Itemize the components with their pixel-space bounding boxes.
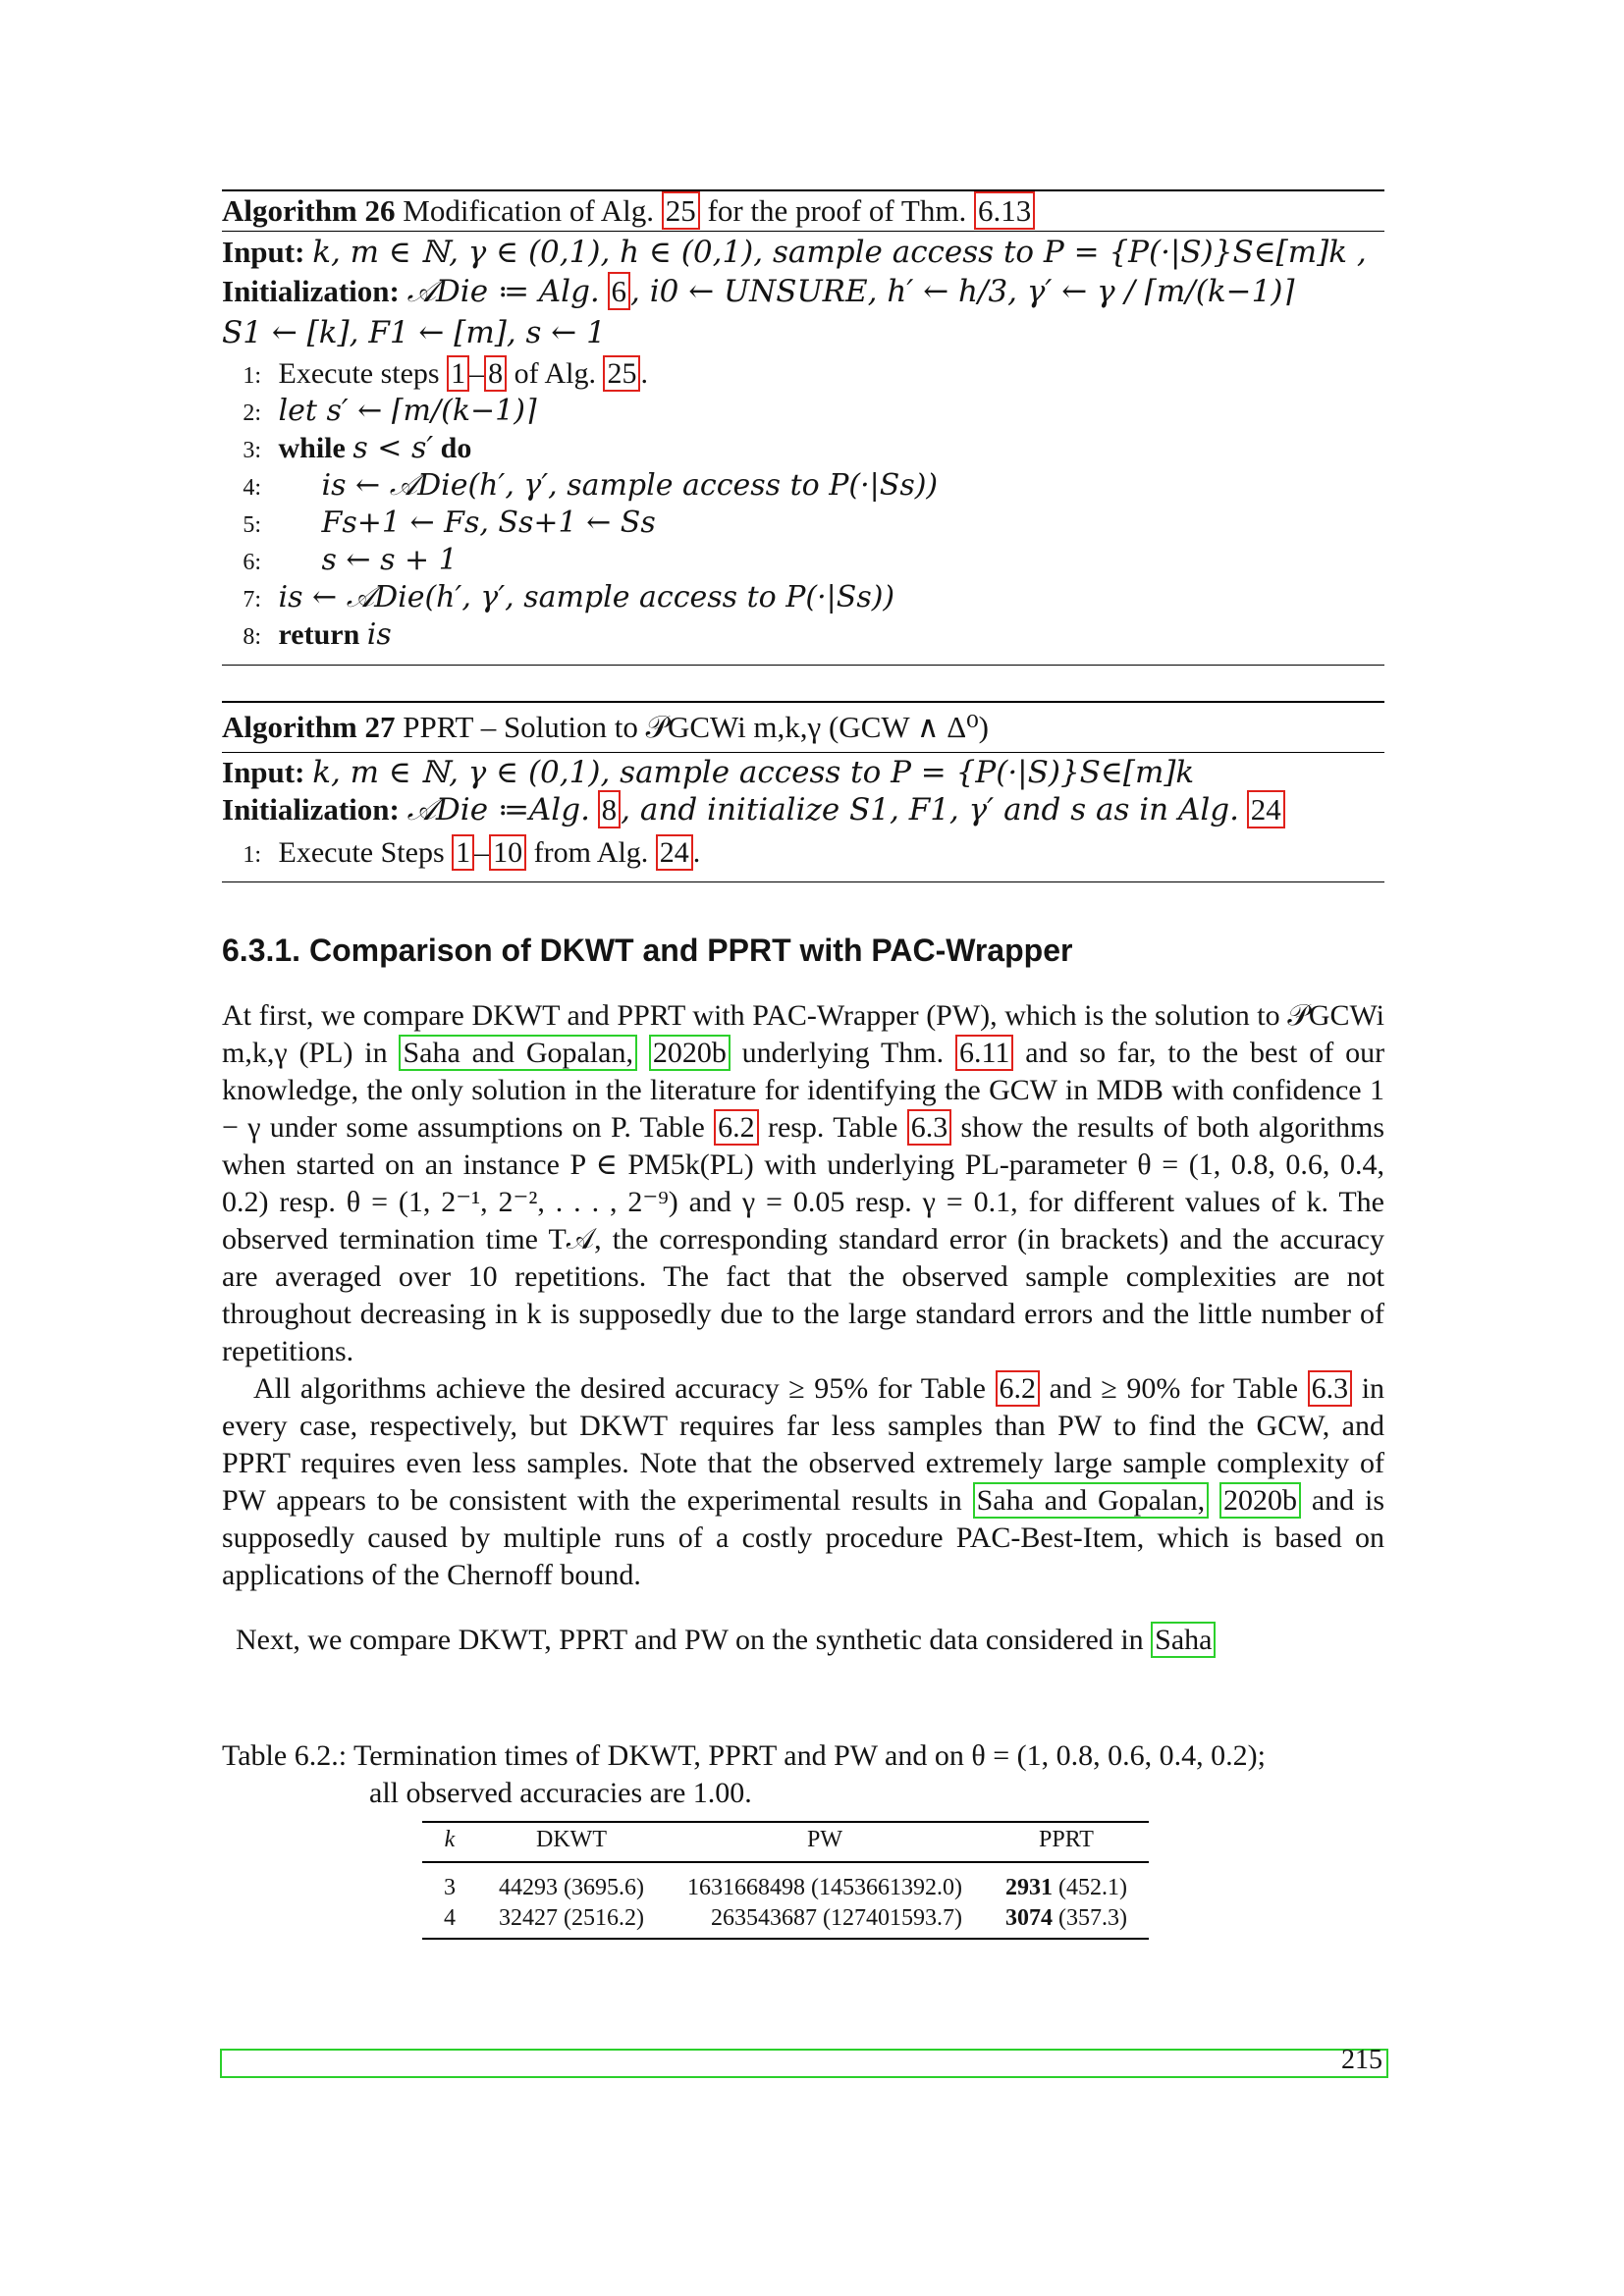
- citation-saha-gopalan[interactable]: Saha and Gopalan,: [973, 1482, 1210, 1519]
- col-header-pprt: PPRT: [984, 1822, 1149, 1862]
- step-number: 7:: [243, 587, 261, 613]
- algo27-init-a: 𝒜Die ≔Alg.: [406, 792, 590, 828]
- algo27-step-1: 1: Execute Steps 1 – 10 from Alg. 24 .: [226, 834, 700, 874]
- cell-pw: 1631668498 (1453661392.0): [686, 1875, 962, 1900]
- step-number: 1:: [243, 842, 261, 868]
- algo26-init-text-b: , i0 ← UNSURE, h′ ← h/3, γ′ ← γ / ⌈m/(k−1)⌉: [630, 274, 1295, 309]
- step-number: 3:: [243, 438, 261, 463]
- step-text: is: [366, 617, 392, 652]
- step-text: Fs+1 ← Fs, Ss+1 ← Ss: [321, 506, 656, 540]
- step-number: 5:: [243, 512, 261, 538]
- results-table: [422, 1821, 1149, 1940]
- algo26-step-7: [226, 579, 894, 618]
- algo27-bottom-rule: [222, 881, 1384, 882]
- paragraph-1: [222, 997, 1384, 1370]
- para1-text-5: show the results of both algorithms when started on an instance P ∈ PM5k(PL) with underlying PL-parameter θ = (1, 0.8, 0.6, 0.4, 0.2) resp. θ = (1, 2⁻¹, 2⁻², . . . , 2⁻⁹) and γ = 0.05 resp. γ = 0.1, for different values of k. The observed termination time T𝒜, the corresponding standard error (in brackets) and the accuracy are averaged over 10 repetitions. The fact that the observed sample complexities are not throughout decreasing in k is supposedly due to the large standard errors and the little number of repetitions.: [222, 1111, 1385, 1367]
- algo26-title-text: Modification of Alg.: [403, 193, 654, 228]
- step-text: s < s′: [352, 431, 434, 465]
- cell-pprt-best: 2931: [1004, 1875, 1053, 1900]
- algo26-title-rule: [222, 231, 1384, 232]
- caption-label: Table 6.2.:: [222, 1739, 348, 1772]
- cell-pprt: [984, 1862, 1149, 1903]
- cell-k: 3: [444, 1875, 456, 1900]
- step-text-mid: from Alg.: [533, 836, 649, 869]
- algo26-input: [222, 234, 1384, 271]
- algo26-step-4: [226, 467, 938, 507]
- step-text: Execute steps: [278, 357, 440, 390]
- algo26-title-ref-thm[interactable]: 6.13: [974, 191, 1035, 230]
- step-text: Execute Steps: [278, 836, 445, 869]
- para2-text-3: in every case, respectively, but DKWT requires far less samples than PW to find the GCW, and PPRT requires even less samples. Note that the observed extremely large sample complexity of PW appears to be consistent with the experimental results in: [222, 1372, 1385, 1517]
- algo26-init-line2: S1 ← [k], F1 ← [m], s ← 1: [222, 315, 606, 350]
- algo26-title-mid: for the proof of Thm.: [707, 193, 967, 228]
- step-number: 8:: [243, 624, 261, 650]
- caption-text-2: all observed accuracies are 1.00.: [369, 1777, 752, 1809]
- algo27-title-text: PPRT – Solution to 𝒫GCWi m,k,γ (GCW ∧ Δ⁰): [403, 710, 989, 744]
- paragraph-3: [222, 1622, 1384, 1659]
- algo27-init: [222, 791, 1384, 828]
- step-post: .: [640, 357, 648, 390]
- algo27-init-ref-alg24[interactable]: 24: [1247, 790, 1285, 828]
- page-number-link[interactable]: [220, 2045, 1388, 2078]
- ref-table-6-3[interactable]: 6.3: [1308, 1370, 1353, 1407]
- page-number: 215: [1341, 2045, 1382, 2075]
- table-caption: [222, 1737, 1384, 1812]
- table-header-row: [422, 1822, 1149, 1862]
- para1-text-1: At first, we compare DKWT and PPRT with PAC-Wrapper (PW), which is the solution to 𝒫GCWi m,k,γ (PL) in: [222, 999, 1384, 1069]
- cell-dkwt: 32427 (2516.2): [499, 1905, 644, 1931]
- algo26-input-text: k, m ∈ ℕ, γ ∈ (0,1), h ∈ (0,1), sample access to P = {P(·|S)}S∈[m]k ,: [312, 235, 1367, 270]
- ref-table-6-3[interactable]: 6.3: [907, 1109, 952, 1146]
- para1-text-4: resp. Table: [767, 1111, 898, 1144]
- algo26-bottom-rule: [222, 665, 1384, 666]
- algo26-step-6: [226, 542, 458, 581]
- step-ref-1[interactable]: 1: [447, 355, 469, 392]
- step-text: is ← 𝒜Die(h′, γ′, sample access to P(·|Ss)): [321, 468, 939, 503]
- step-ref-alg24[interactable]: 24: [656, 834, 693, 871]
- citation-2020b[interactable]: 2020b: [649, 1035, 731, 1071]
- cell-k: 4: [444, 1905, 456, 1931]
- step-number: 4:: [243, 475, 261, 501]
- algo26-title: [222, 192, 1384, 230]
- algo26-init-label: Initialization:: [222, 274, 400, 308]
- step-keyword-do: do: [440, 432, 472, 464]
- cell-pprt-best: 3074: [1004, 1905, 1053, 1931]
- table-row: [422, 1862, 1149, 1903]
- step-text: let s′ ← ⌈m/(k−1)⌉: [278, 394, 537, 428]
- algo26-init-ref-alg6[interactable]: 6: [608, 272, 631, 310]
- algo27-input-text: k, m ∈ ℕ, γ ∈ (0,1), sample access to P = {P(·|S)}S∈[m]k: [312, 755, 1195, 790]
- cell-pprt-se: (357.3): [1057, 1905, 1127, 1931]
- step-keyword: while: [278, 432, 346, 464]
- algo26-title-ref-alg25[interactable]: 25: [662, 191, 700, 230]
- algo27-top-rule: [222, 701, 1384, 703]
- table-row: [422, 1903, 1149, 1939]
- step-number: 1:: [243, 363, 261, 389]
- paragraph-2: [222, 1370, 1384, 1594]
- step-ref-8[interactable]: 8: [484, 355, 507, 392]
- step-text: is ← 𝒜Die(h′, γ′, sample access to P(·|Ss)): [278, 580, 895, 614]
- para3-text: Next, we compare DKWT, PPRT and PW on the synthetic data considered in: [236, 1624, 1144, 1656]
- algo26-title-label: Algorithm 26: [222, 193, 396, 228]
- algo26-top-rule: [222, 189, 1384, 191]
- step-text-mid: of Alg.: [514, 357, 596, 390]
- algo26-step-5: [226, 505, 656, 544]
- algo26-step-8: [226, 616, 392, 656]
- cell-pprt: [984, 1903, 1149, 1939]
- algo27-input-label: Input:: [222, 755, 305, 789]
- algo26-init-text-a: 𝒜Die ≔ Alg.: [406, 274, 600, 309]
- cell-dkwt: 44293 (3695.6): [499, 1875, 644, 1900]
- col-header-k: k: [422, 1822, 477, 1862]
- step-keyword: return: [278, 618, 360, 651]
- cell-pw: 263543687 (127401593.7): [710, 1905, 962, 1931]
- citation-saha[interactable]: Saha: [1151, 1622, 1216, 1658]
- col-header-pw: PW: [666, 1822, 984, 1862]
- para2-text-2: and ≥ 90% for Table: [1049, 1372, 1299, 1405]
- step-ref-10[interactable]: 10: [489, 834, 526, 871]
- step-number: 6:: [243, 550, 261, 575]
- step-text: s ← s + 1: [321, 543, 458, 577]
- step-post: .: [692, 836, 701, 869]
- ref-table-6-2[interactable]: 6.2: [714, 1109, 759, 1146]
- algo26-input-label: Input:: [222, 235, 305, 269]
- algo27-input: [222, 754, 1384, 791]
- para1-text-2: underlying Thm.: [741, 1037, 945, 1069]
- cell-pprt-se: (452.1): [1057, 1875, 1127, 1900]
- algo27-title-label: Algorithm 27: [222, 710, 396, 744]
- step-ref-1[interactable]: 1: [452, 834, 474, 871]
- para1-text-3: and so far, to the best of our knowledge, the only solution in the literature for identifying the GCW in MDB with confidence 1 − γ under some assumptions on P. Table: [222, 1037, 1385, 1144]
- algo27-init-ref-alg8[interactable]: 8: [598, 790, 622, 828]
- citation-2020b[interactable]: 2020b: [1219, 1482, 1301, 1519]
- citation-saha-gopalan[interactable]: Saha and Gopalan,: [399, 1035, 636, 1071]
- algo26-init: [222, 273, 1384, 310]
- step-ref-alg25[interactable]: 25: [603, 355, 640, 392]
- ref-table-6-2[interactable]: 6.2: [996, 1370, 1041, 1407]
- algo26-step-3: [226, 430, 471, 469]
- step-dash: –: [469, 357, 485, 390]
- section-heading: 6.3.1. Comparison of DKWT and PPRT with PAC-Wrapper: [222, 933, 1073, 968]
- algo27-init-label: Initialization:: [222, 792, 400, 827]
- algo27-init-b: , and initialize S1, F1, γ′ and s as in Alg.: [621, 792, 1239, 828]
- algo26-step-1: [226, 355, 648, 395]
- col-header-dkwt: DKWT: [477, 1822, 666, 1862]
- para2-text-1: All algorithms achieve the desired accuracy ≥ 95% for Table: [253, 1372, 986, 1405]
- caption-text-1: Termination times of DKWT, PPRT and PW and on θ = (1, 0.8, 0.6, 0.4, 0.2);: [353, 1739, 1266, 1772]
- para2-text-4: and is supposedly caused by multiple runs of a costly procedure PAC-Best-Item, which is based on applications of the Chernoff bound.: [222, 1484, 1385, 1591]
- algo26-step-2: [226, 393, 537, 432]
- ref-thm-6-11[interactable]: 6.11: [955, 1035, 1013, 1071]
- algo27-title-rule: [222, 752, 1384, 753]
- algo27-title: [222, 709, 1384, 746]
- step-number: 2:: [243, 400, 261, 426]
